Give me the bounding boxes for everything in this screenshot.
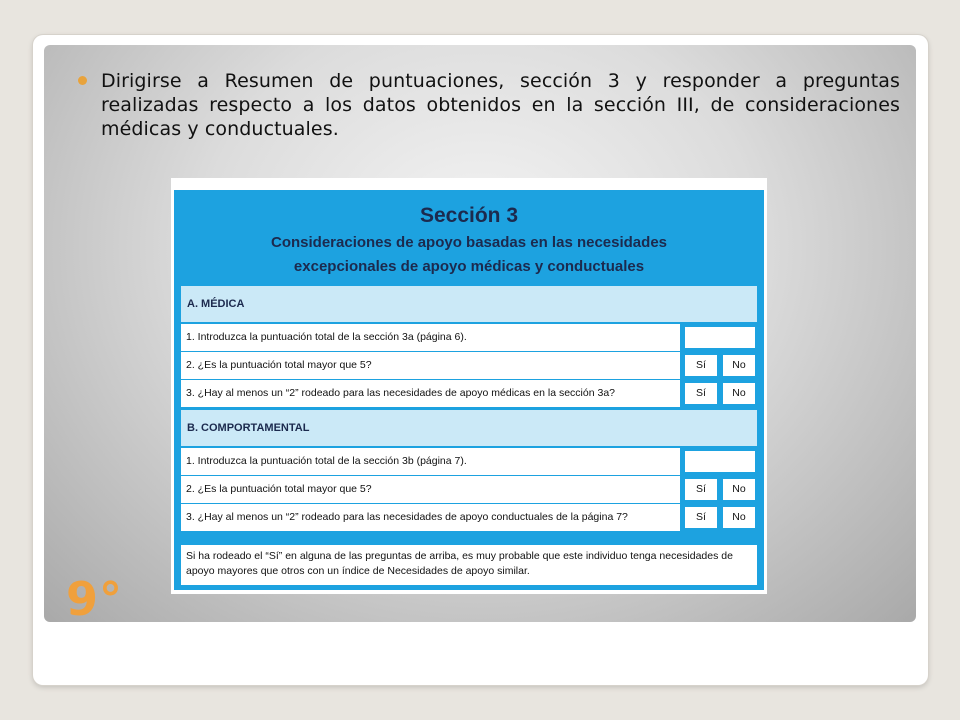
question-text: 1. Introduzca la puntuación total de la sección 3a (página 6). <box>181 324 680 351</box>
form-subtitle-line2: excepcionales de apoyo médicas y conductuales <box>293 258 645 275</box>
table-row <box>181 324 757 351</box>
form-note: Si ha rodeado el “Sí” en alguna de las preguntas de arriba, es muy probable que este individuo tenga necesidades de apoyo mayores que otros con un índice de Necesidades de apoyo similar. <box>181 545 757 585</box>
table-row <box>181 476 757 503</box>
question-text: 3. ¿Hay al menos un “2” rodeado para las necesidades de apoyo médicas en la sección 3a? <box>181 380 680 407</box>
no-option[interactable]: No <box>721 505 757 530</box>
table-row <box>181 352 757 379</box>
yes-option[interactable]: Sí <box>683 505 719 530</box>
no-option[interactable]: No <box>721 381 757 406</box>
question-text: 3. ¿Hay al menos un “2” rodeado para las necesidades de apoyo conductuales de la página 7? <box>181 504 680 531</box>
no-option[interactable]: No <box>721 477 757 502</box>
table-row <box>181 380 757 407</box>
section-b-heading: B. COMPORTAMENTAL <box>181 410 757 446</box>
yes-option[interactable]: Sí <box>683 353 719 378</box>
bullet-item <box>78 69 900 141</box>
question-text: 2. ¿Es la puntuación total mayor que 5? <box>181 476 680 503</box>
yes-option[interactable]: Sí <box>683 381 719 406</box>
question-text: 2. ¿Es la puntuación total mayor que 5? <box>181 352 680 379</box>
form-sheet <box>174 190 764 590</box>
bullet-text: Dirigirse a Resumen de puntuaciones, sección 3 y responder a preguntas realizadas respecto a los datos obtenidos en la sección III, de consideraciones médicas y conductuales. <box>101 70 900 140</box>
form-image <box>171 178 767 594</box>
slide-number: 9° <box>66 572 124 626</box>
bullet-dot-icon <box>78 76 87 85</box>
no-option[interactable]: No <box>721 353 757 378</box>
section-a-heading: A. MÉDICA <box>181 286 757 322</box>
form-title: Sección 3 <box>419 204 519 227</box>
table-row <box>181 448 757 475</box>
question-text: 1. Introduzca la puntuación total de la sección 3b (página 7). <box>181 448 680 475</box>
yes-option[interactable]: Sí <box>683 477 719 502</box>
table-row <box>181 504 757 531</box>
score-input-box[interactable] <box>683 449 757 474</box>
form-subtitle-line1: Consideraciones de apoyo basadas en las necesidades <box>271 234 667 251</box>
score-input-box[interactable] <box>683 325 757 350</box>
